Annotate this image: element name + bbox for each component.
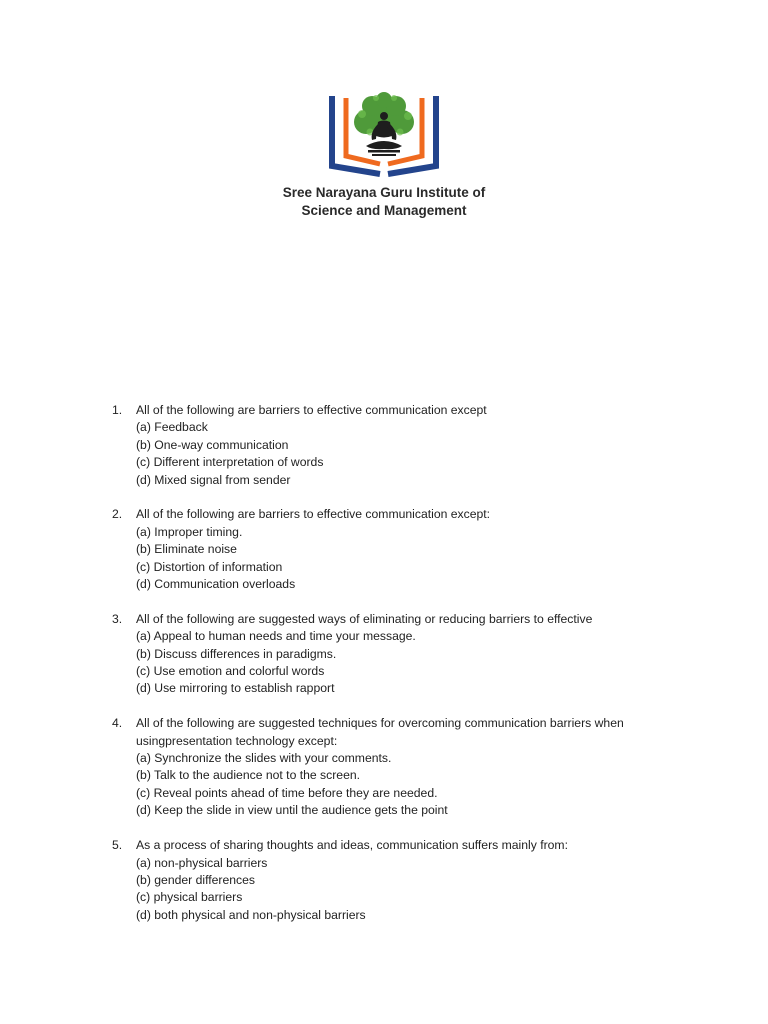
institution-name-line2: Science and Management (301, 203, 467, 218)
option-d: (d) Mixed signal from sender (136, 472, 291, 487)
institution-name (283, 184, 486, 220)
question-body (136, 611, 692, 698)
option-d: (d) both physical and non-physical barriers (136, 907, 366, 922)
option-b: (b) Talk to the audience not to the screen. (136, 768, 361, 783)
question-text: All of the following are barriers to effective communication except (136, 403, 487, 417)
question-number: 4. (112, 716, 123, 731)
question-item (112, 715, 692, 819)
option-a: (a) non-physical barriers (136, 855, 268, 870)
question-item (112, 506, 692, 593)
option-b: (b) One-way communication (136, 437, 289, 452)
question-number: 2. (112, 507, 123, 522)
question-text: All of the following are suggested ways of eliminating or reducing barriers to effective (136, 611, 593, 626)
question-body (136, 402, 692, 489)
question-item (112, 402, 692, 489)
question-body (136, 506, 692, 593)
option-c: (c) Different interpretation of words (136, 455, 324, 470)
option-b: (b) Eliminate noise (136, 542, 237, 557)
question-body (136, 715, 692, 819)
option-b: (b) Discuss differences in paradigms. (136, 646, 337, 661)
option-c: (c) Distortion of information (136, 559, 283, 574)
option-d: (d) Keep the slide in view until the audience gets the point (136, 803, 448, 818)
question-body (136, 837, 692, 924)
question-text: All of the following are barriers to effective communication except: (136, 507, 491, 522)
option-b: (b) gender differences (136, 872, 256, 887)
question-number: 3. (112, 611, 123, 626)
question-number: 5. (112, 838, 123, 853)
option-a: (a) Feedback (136, 420, 208, 435)
question-item (112, 837, 692, 924)
question-item (112, 611, 692, 698)
institution-name-line1: Sree Narayana Guru Institute of (282, 185, 486, 200)
question-text: All of the following are suggested techniques for overcoming communication barriers when usingpresentation technology except: (136, 716, 624, 748)
option-d: (d) Communication overloads (136, 577, 296, 592)
question-number: 1. (112, 403, 123, 417)
meditating-figure-tree-book-logo (326, 92, 442, 178)
option-a: (a) Synchronize the slides with your comments. (136, 751, 392, 766)
option-a: (a) Appeal to human needs and time your message. (136, 629, 416, 644)
question-text: As a process of sharing thoughts and ideas, communication suffers mainly from: (136, 838, 568, 853)
option-c: (c) Reveal points ahead of time before they are needed. (136, 785, 438, 800)
option-a: (a) Improper timing. (136, 524, 243, 539)
question-list (112, 402, 692, 942)
option-d: (d) Use mirroring to establish rapport (136, 681, 335, 696)
option-c: (c) physical barriers (136, 890, 243, 905)
option-c: (c) Use emotion and colorful words (136, 664, 325, 679)
institution-header (0, 92, 768, 220)
